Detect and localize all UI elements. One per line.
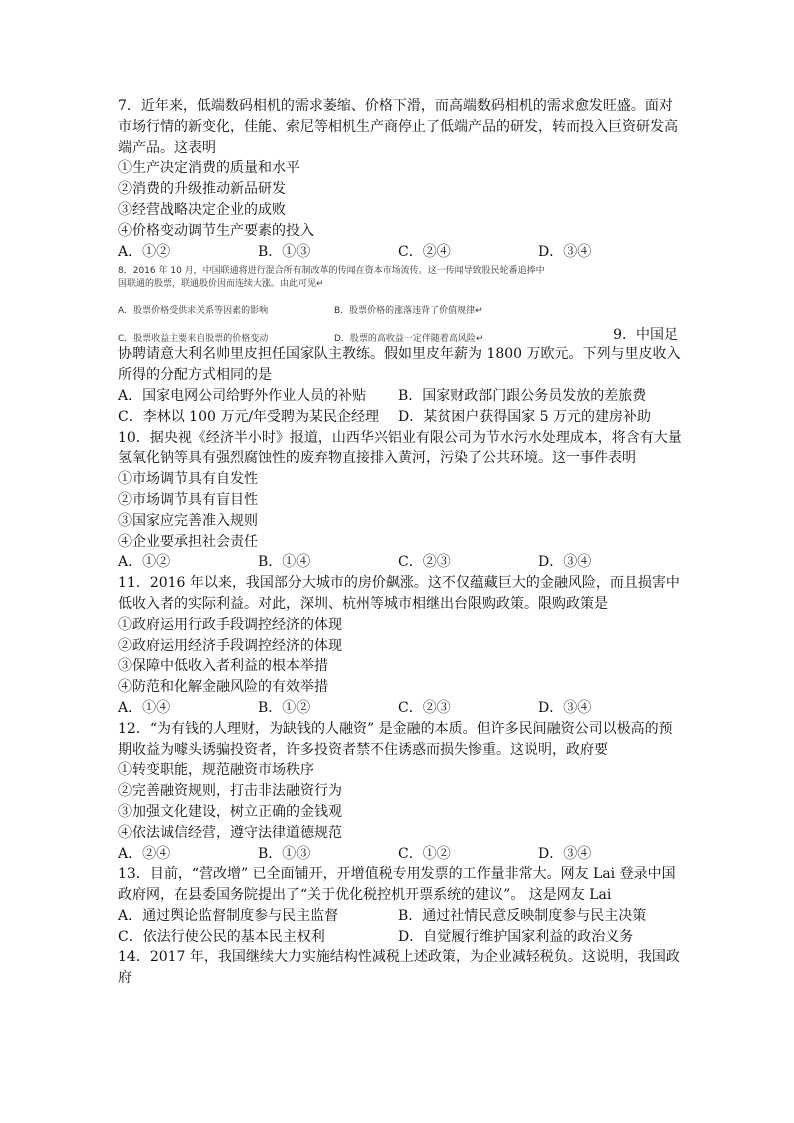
question-11-options [118,698,678,719]
option-c: C．股票收益主要来自股票的价格变动 [118,334,269,345]
question-13-line: 政府网，在县委国务院提出了“关于优化税控机开票系统的建议”。 这是网友 Lai [118,887,612,904]
question-10-statement: ②市场调节具有盲目性 [118,491,258,508]
question-11-statement: ③保障中低收入者利益的根本举措 [118,658,328,675]
question-8-options-row [118,331,483,344]
option-b: B．通过社情民意反映制度参与民主决策 [398,907,647,924]
option-c: C．李林以 100 万元/年受聘为某民企经理 [118,408,380,425]
question-11-line: 11．2016 年以来，我国部分大城市的房价飙涨。这不仅蕴藏巨大的金融风险，而且损害中 [118,575,680,592]
question-10-line: 10．据央视《经济半小时》报道，山西华兴铝业有限公司为节水污水处理成本，将含有大量 [118,429,682,446]
question-9-options-row [118,386,678,407]
question-7-statement: ①生产决定消费的质量和水平 [118,160,300,177]
option-d: D．③④ [538,554,592,571]
option-c: C．①② [398,845,451,862]
option-a: A．②④ [118,845,171,862]
question-9 [118,344,681,427]
question-13 [118,864,678,947]
option-d: D．股票的高收益一定伴随着高风险↵ [334,334,484,345]
option-b: B．国家财政部门跟公务员发放的差旅费 [398,387,647,404]
option-d: D．③④ [538,699,592,716]
question-7-line: 端产品。这表明 [118,139,216,156]
option-d: D．③④ [538,845,592,862]
question-10-statement: ③国家应完善准入规则 [118,512,258,529]
question-9-line: 协聘请意大利名帅里皮担任国家队主教练。假如里皮年薪为 1800 万欧元。下列与里皮收入 [118,346,681,363]
question-7-statement: ②消费的升级推动新品研发 [118,181,286,198]
question-8-options-row [118,305,678,318]
question-8 [118,265,678,318]
option-c: C．②③ [398,699,451,716]
question-9-line: 所得的分配方式相同的是 [118,367,272,384]
question-9-options-row [118,407,678,428]
option-b: B．①④ [258,554,311,571]
option-c: C．依法行使公民的基本民主权利 [118,928,325,945]
question-8-9-row [118,318,678,344]
option-d: D．自觉履行维护国家利益的政治义务 [398,928,634,945]
option-a: A．股票价格受供求关系等因素的影响 [118,306,269,317]
question-11 [118,573,678,719]
question-12-statement: ④依法诚信经营，遵守法律道德规范 [118,824,342,841]
question-11-line: 低收入者的实际利益。对此，深圳、杭州等城市相继出台限购政策。限购政策是 [118,595,608,612]
question-12-statement: ②完善融资规则，打击非法融资行为 [118,783,342,800]
question-13-options-row [118,927,678,948]
option-c: C．②③ [398,554,451,571]
option-c: C．②④ [398,243,451,260]
question-7-options [118,242,678,263]
question-14-line: 14．2017 年，我国继续大力实施结构性减税上述政策，为企业减轻税负。这说明，我国政 [118,949,680,966]
option-b: B．①② [258,699,311,716]
question-14-line: 府 [118,970,132,987]
question-13-options-row [118,906,678,927]
question-12 [118,719,678,865]
question-13-line: 13．目前，“营改增” 已全面铺开，开增值税专用发票的工作量非常大。网友 Lai 登录中国 [118,866,676,883]
question-12-statement: ③加强文化建设，树立正确的金钱观 [118,803,342,820]
question-8-line: 国联通的股票，联通股价因而连续大涨。由此可见↵ [118,279,324,290]
question-7-statement: ③经营战略决定企业的成败 [118,201,286,218]
question-10 [118,428,682,574]
question-11-statement: ④防范和化解金融风险的有效举措 [118,679,328,696]
question-10-statement: ④企业要承担社会责任 [118,533,258,550]
question-10-line: 氢氧化钠等具有强烈腐蚀性的废弃物直接排入黄河，污染了公共环境。这一事件表明 [118,450,636,467]
question-7-line: 市场行情的新变化，佳能、索尼等相机生产商停止了低端产品的研发，转而投入巨资研发高 [118,118,678,135]
option-b: B．①③ [258,845,311,862]
question-12-statement: ①转变职能，规范融资市场秩序 [118,762,314,779]
option-b: B．股票价格的涨落违背了价值规律↵ [334,306,483,317]
option-a: A．通过舆论监督制度参与民主监督 [118,907,339,924]
question-8-line: 8．2016 年 10 月，中国联通将进行混合所有制改革的传闻在资本市场流传。这一传闻导致股民轮番追捧中 [118,266,545,277]
option-a: A．国家电网公司给野外作业人员的补贴 [118,387,367,404]
question-7 [118,96,678,262]
option-a: A．①② [118,554,171,571]
option-a: A．①② [118,243,171,260]
option-d: D．某贫困户获得国家 5 万元的建房补助 [398,408,652,425]
question-12-line: 12．“为有钱的人理财，为缺钱的人融资” 是金融的本质。但许多民间融资公司以极高的预 [118,720,673,737]
question-7-statement: ④价格变动调节生产要素的投入 [118,222,314,239]
question-9-start: 9．中国足 [613,327,678,344]
question-12-options [118,844,678,865]
question-12-line: 期收益为噱头诱骗投资者，许多投资者禁不住诱惑而损失惨重。这说明，政府要 [118,741,608,758]
question-7-line: 7．近年来，低端数码相机的需求萎缩、价格下滑，而高端数码相机的需求愈发旺盛。面对 [118,98,673,114]
question-10-statement: ①市场调节具有自发性 [118,471,258,488]
question-11-statement: ①政府运用行政手段调控经济的体现 [118,616,342,633]
question-14 [118,947,678,989]
question-10-options [118,552,678,573]
exam-page [118,96,682,989]
option-d: D．③④ [538,243,592,260]
question-11-statement: ②政府运用经济手段调控经济的体现 [118,637,342,654]
option-b: B．①③ [258,243,311,260]
option-a: A．①④ [118,699,171,716]
